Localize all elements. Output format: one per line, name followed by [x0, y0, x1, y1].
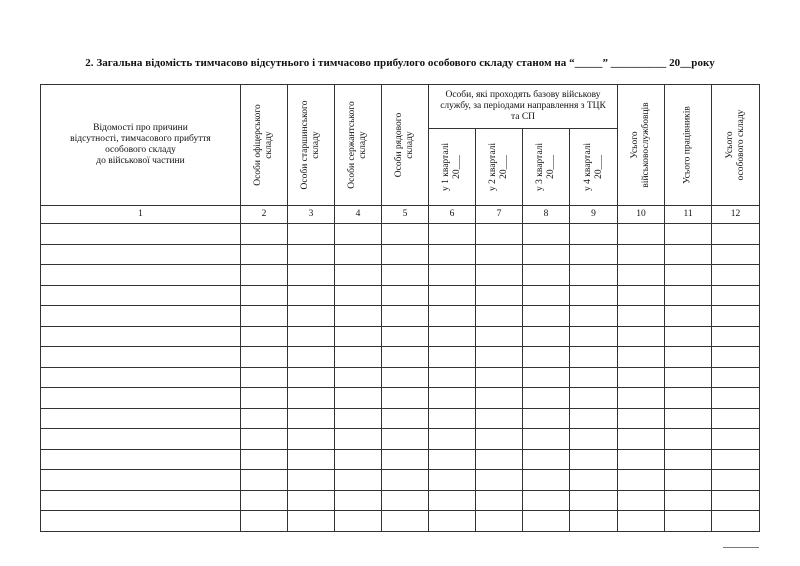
table-row — [41, 285, 760, 306]
table-cell[interactable] — [335, 285, 382, 306]
table-cell[interactable] — [523, 490, 570, 511]
table-body — [41, 224, 760, 532]
table-cell[interactable] — [335, 388, 382, 409]
table-row — [41, 367, 760, 388]
table-cell[interactable] — [570, 326, 618, 347]
table-cell[interactable] — [335, 326, 382, 347]
table-cell[interactable] — [523, 511, 570, 532]
table-cell[interactable] — [41, 285, 241, 306]
table-cell[interactable] — [241, 490, 288, 511]
table-cell[interactable] — [523, 470, 570, 491]
table-cell[interactable] — [523, 326, 570, 347]
table-cell[interactable] — [618, 470, 665, 491]
table-cell[interactable] — [570, 490, 618, 511]
table-cell[interactable] — [288, 306, 335, 327]
table-cell[interactable] — [382, 470, 429, 491]
column-number: 12 — [712, 206, 760, 224]
table-cell[interactable] — [241, 408, 288, 429]
table-cell[interactable] — [288, 265, 335, 286]
header-q3: у 3 кварталі 20___ — [523, 129, 570, 206]
table-cell[interactable] — [241, 265, 288, 286]
table-cell[interactable] — [618, 224, 665, 245]
table-cell[interactable] — [665, 285, 712, 306]
table-cell[interactable] — [382, 449, 429, 470]
table-cell[interactable] — [335, 429, 382, 450]
table-cell[interactable] — [523, 244, 570, 265]
table-cell[interactable] — [288, 224, 335, 245]
table-cell[interactable] — [665, 470, 712, 491]
table-row — [41, 490, 760, 511]
table-cell[interactable] — [241, 306, 288, 327]
table-cell[interactable] — [335, 224, 382, 245]
table-row — [41, 470, 760, 491]
column-number: 11 — [665, 206, 712, 224]
table-cell[interactable] — [429, 326, 476, 347]
table-cell[interactable] — [712, 511, 760, 532]
table-cell[interactable] — [476, 244, 523, 265]
table-cell[interactable] — [288, 388, 335, 409]
table-row — [41, 265, 760, 286]
table-cell[interactable] — [382, 326, 429, 347]
table-cell[interactable] — [618, 388, 665, 409]
table-cell[interactable] — [241, 388, 288, 409]
table-cell[interactable] — [665, 224, 712, 245]
table-cell[interactable] — [41, 470, 241, 491]
table-cell[interactable] — [382, 367, 429, 388]
table-cell[interactable] — [41, 347, 241, 368]
table-cell[interactable] — [476, 285, 523, 306]
table-cell[interactable] — [288, 244, 335, 265]
column-number: 6 — [429, 206, 476, 224]
table-cell[interactable] — [429, 408, 476, 429]
table-cell[interactable] — [429, 367, 476, 388]
table-cell[interactable] — [712, 285, 760, 306]
table-cell[interactable] — [712, 326, 760, 347]
header-q1: у 1 кварталі 20___ — [429, 129, 476, 206]
table-cell[interactable] — [41, 408, 241, 429]
table-cell[interactable] — [41, 490, 241, 511]
table-cell[interactable] — [335, 490, 382, 511]
table-cell[interactable] — [665, 306, 712, 327]
table-cell[interactable] — [665, 347, 712, 368]
table-cell[interactable] — [429, 429, 476, 450]
personnel-table — [40, 84, 760, 532]
table-cell[interactable] — [618, 367, 665, 388]
table-cell[interactable] — [523, 224, 570, 245]
table-cell[interactable] — [618, 326, 665, 347]
table-cell[interactable] — [41, 306, 241, 327]
table-cell[interactable] — [712, 244, 760, 265]
table-cell[interactable] — [241, 429, 288, 450]
table-cell[interactable] — [288, 470, 335, 491]
table-cell[interactable] — [476, 367, 523, 388]
table-cell[interactable] — [570, 347, 618, 368]
table-cell[interactable] — [618, 449, 665, 470]
header-privates: Особи рядового складу — [382, 85, 429, 206]
table-cell[interactable] — [241, 244, 288, 265]
table-cell[interactable] — [712, 388, 760, 409]
table-cell[interactable] — [570, 470, 618, 491]
table-cell[interactable] — [618, 490, 665, 511]
table-cell[interactable] — [523, 265, 570, 286]
table-cell[interactable] — [476, 490, 523, 511]
table-cell[interactable] — [429, 388, 476, 409]
table-cell[interactable] — [382, 490, 429, 511]
table-cell[interactable] — [41, 367, 241, 388]
column-number: 3 — [288, 206, 335, 224]
table-cell[interactable] — [618, 408, 665, 429]
table-cell[interactable] — [476, 306, 523, 327]
table-cell[interactable] — [382, 306, 429, 327]
table-cell[interactable] — [570, 449, 618, 470]
table-cell[interactable] — [288, 449, 335, 470]
column-number: 4 — [335, 206, 382, 224]
table-cell[interactable] — [429, 490, 476, 511]
table-cell[interactable] — [665, 429, 712, 450]
table-cell[interactable] — [665, 449, 712, 470]
table-cell[interactable] — [241, 470, 288, 491]
table-cell[interactable] — [523, 429, 570, 450]
table-cell[interactable] — [665, 244, 712, 265]
table-cell[interactable] — [241, 224, 288, 245]
form-title: 2. Загальна відомість тимчасово відсутнього і тимчасово прибулого особового складу станом на “_____” __________ 20__року — [85, 57, 715, 69]
table-cell[interactable] — [335, 347, 382, 368]
column-number: 2 — [241, 206, 288, 224]
table-cell[interactable] — [41, 244, 241, 265]
table-cell[interactable] — [241, 449, 288, 470]
table-cell[interactable] — [382, 347, 429, 368]
table-cell[interactable] — [335, 367, 382, 388]
table-cell[interactable] — [382, 429, 429, 450]
table-cell[interactable] — [712, 408, 760, 429]
table-row — [41, 224, 760, 245]
header-q4: у 4 кварталі 20___ — [570, 129, 618, 206]
table-cell[interactable] — [382, 388, 429, 409]
table-cell[interactable] — [712, 224, 760, 245]
table-row — [41, 511, 760, 532]
table-cell[interactable] — [382, 285, 429, 306]
table-cell[interactable] — [241, 285, 288, 306]
table-cell[interactable] — [429, 306, 476, 327]
table-cell[interactable] — [476, 265, 523, 286]
table-cell[interactable] — [476, 224, 523, 245]
table-cell[interactable] — [429, 244, 476, 265]
table-cell[interactable] — [712, 449, 760, 470]
table-cell[interactable] — [523, 449, 570, 470]
table-cell[interactable] — [476, 511, 523, 532]
table-cell[interactable] — [712, 367, 760, 388]
table-row — [41, 449, 760, 470]
table-cell[interactable] — [618, 511, 665, 532]
table-cell[interactable] — [288, 347, 335, 368]
table-cell[interactable] — [41, 224, 241, 245]
column-number: 5 — [382, 206, 429, 224]
table-cell[interactable] — [241, 511, 288, 532]
column-number: 9 — [570, 206, 618, 224]
table-cell[interactable] — [712, 470, 760, 491]
table-cell[interactable] — [382, 408, 429, 429]
table-cell[interactable] — [618, 306, 665, 327]
table-cell[interactable] — [41, 388, 241, 409]
table-cell[interactable] — [523, 408, 570, 429]
header-total-servicemen: Усього військовослужбовців — [618, 85, 665, 206]
table-cell[interactable] — [712, 490, 760, 511]
table-cell[interactable] — [665, 511, 712, 532]
footer-rule — [723, 547, 759, 548]
table-cell[interactable] — [523, 367, 570, 388]
table-cell[interactable] — [382, 265, 429, 286]
table-cell[interactable] — [41, 449, 241, 470]
table-cell[interactable] — [570, 306, 618, 327]
table-cell[interactable] — [523, 388, 570, 409]
table-cell[interactable] — [665, 490, 712, 511]
table-cell[interactable] — [382, 511, 429, 532]
table-cell[interactable] — [382, 224, 429, 245]
table-cell[interactable] — [335, 470, 382, 491]
table-cell[interactable] — [712, 265, 760, 286]
table-cell[interactable] — [41, 429, 241, 450]
table-cell[interactable] — [335, 408, 382, 429]
table-cell[interactable] — [665, 408, 712, 429]
table-cell[interactable] — [288, 367, 335, 388]
table-row — [41, 347, 760, 368]
header-total-employees: Усього працівників — [665, 85, 712, 206]
table-cell[interactable] — [335, 265, 382, 286]
table-cell[interactable] — [712, 347, 760, 368]
table-cell[interactable] — [570, 367, 618, 388]
table-cell[interactable] — [570, 224, 618, 245]
header-basic-service-group: Особи, які проходять базову військову службу, за періодами направлення з ТЦК та СП — [429, 85, 618, 129]
table-cell[interactable] — [570, 388, 618, 409]
column-number: 8 — [523, 206, 570, 224]
table-cell[interactable] — [429, 265, 476, 286]
table-cell[interactable] — [382, 244, 429, 265]
table-cell[interactable] — [429, 224, 476, 245]
column-number: 7 — [476, 206, 523, 224]
table-cell[interactable] — [476, 449, 523, 470]
table-cell[interactable] — [523, 285, 570, 306]
table-cell[interactable] — [570, 408, 618, 429]
table-cell[interactable] — [476, 429, 523, 450]
table-row — [41, 408, 760, 429]
column-number: 10 — [618, 206, 665, 224]
table-cell[interactable] — [476, 388, 523, 409]
column-number-row — [41, 206, 760, 224]
table-cell[interactable] — [429, 511, 476, 532]
table-cell[interactable] — [665, 265, 712, 286]
table-row — [41, 326, 760, 347]
table-cell[interactable] — [429, 449, 476, 470]
table-cell[interactable] — [335, 306, 382, 327]
header-officers: Особи офіцерського складу — [241, 85, 288, 206]
table-cell[interactable] — [665, 326, 712, 347]
table-cell[interactable] — [476, 470, 523, 491]
table-cell[interactable] — [288, 326, 335, 347]
table-row — [41, 244, 760, 265]
table-cell[interactable] — [41, 511, 241, 532]
table-cell[interactable] — [523, 347, 570, 368]
table-cell[interactable] — [570, 511, 618, 532]
table-row — [41, 429, 760, 450]
table-cell[interactable] — [429, 285, 476, 306]
table-cell[interactable] — [523, 306, 570, 327]
table-cell[interactable] — [41, 265, 241, 286]
table-cell[interactable] — [712, 306, 760, 327]
table-row — [41, 306, 760, 327]
table-cell[interactable] — [712, 429, 760, 450]
table-cell[interactable] — [570, 265, 618, 286]
table-cell[interactable] — [618, 244, 665, 265]
table-cell[interactable] — [288, 511, 335, 532]
table-cell[interactable] — [618, 265, 665, 286]
header-total-personnel: Усього особового складу — [712, 85, 760, 206]
table-cell[interactable] — [288, 285, 335, 306]
table-cell[interactable] — [476, 347, 523, 368]
table-cell[interactable] — [618, 285, 665, 306]
table-cell[interactable] — [476, 326, 523, 347]
table-cell[interactable] — [335, 511, 382, 532]
table-cell[interactable] — [429, 470, 476, 491]
header-sergeants: Особи сержантського складу — [335, 85, 382, 206]
table-cell[interactable] — [618, 347, 665, 368]
table-cell[interactable] — [41, 326, 241, 347]
table-cell[interactable] — [241, 367, 288, 388]
column-number: 1 — [41, 206, 241, 224]
table-cell[interactable] — [570, 244, 618, 265]
table-cell[interactable] — [241, 326, 288, 347]
table-cell[interactable] — [665, 388, 712, 409]
table-cell[interactable] — [335, 244, 382, 265]
table-cell[interactable] — [665, 367, 712, 388]
table-cell[interactable] — [288, 429, 335, 450]
table-cell[interactable] — [288, 490, 335, 511]
table-cell[interactable] — [476, 408, 523, 429]
table-cell[interactable] — [618, 429, 665, 450]
table-row — [41, 388, 760, 409]
table-cell[interactable] — [570, 285, 618, 306]
table-cell[interactable] — [241, 347, 288, 368]
header-q2: у 2 кварталі 20___ — [476, 129, 523, 206]
table-cell[interactable] — [429, 347, 476, 368]
header-sergeant-majors: Особи старшинського складу — [288, 85, 335, 206]
table-cell[interactable] — [570, 429, 618, 450]
table-cell[interactable] — [288, 408, 335, 429]
table-cell[interactable] — [335, 449, 382, 470]
header-reasons: Відомості про причини відсутності, тимчасового прибуття особового складу до військової частини — [41, 85, 241, 206]
